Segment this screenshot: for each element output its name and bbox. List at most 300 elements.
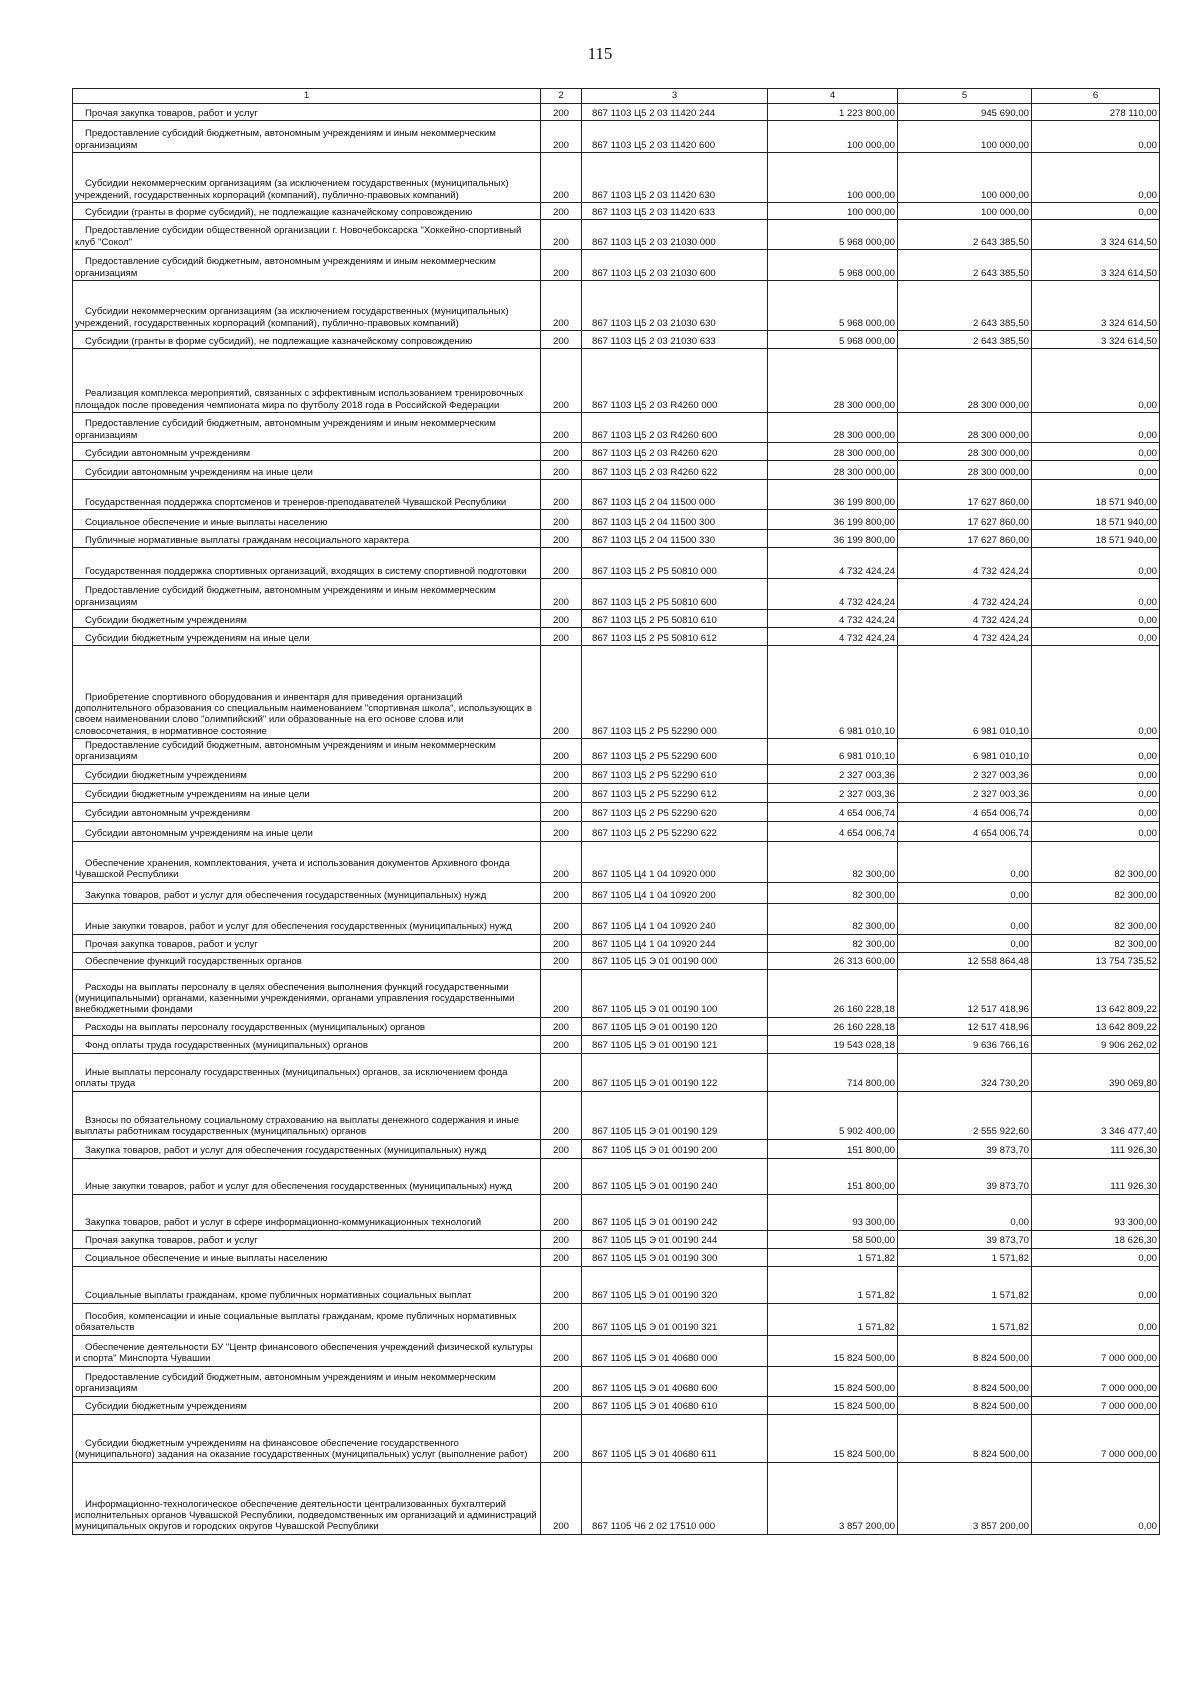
row-column-6: 111 926,30 xyxy=(1032,1158,1160,1194)
row-column-5: 0,00 xyxy=(898,903,1032,934)
row-column-4: 5 968 000,00 xyxy=(768,281,898,331)
row-column-2: 200 xyxy=(541,969,582,1017)
row-column-6: 3 324 614,50 xyxy=(1032,250,1160,281)
row-budget-code: 867 1105 Ц4 1 04 10920 200 xyxy=(582,882,768,903)
row-column-5: 2 643 385,50 xyxy=(898,281,1032,331)
row-column-4: 15 824 500,00 xyxy=(768,1366,898,1396)
row-column-4: 26 160 228,18 xyxy=(768,969,898,1017)
table-row xyxy=(73,739,1160,765)
row-column-5: 17 627 860,00 xyxy=(898,530,1032,548)
row-description-cell xyxy=(73,104,541,121)
row-description: Субсидии автономным учреждениям на иные цели xyxy=(85,466,313,478)
table-row xyxy=(73,1266,1160,1303)
table-row xyxy=(73,969,1160,1017)
row-description-cell xyxy=(73,510,541,530)
table-row xyxy=(73,121,1160,153)
row-column-4: 4 732 424,24 xyxy=(768,610,898,628)
row-column-2: 200 xyxy=(541,480,582,510)
row-column-4: 1 223 800,00 xyxy=(768,104,898,121)
row-budget-code: 867 1105 Ц5 Э 01 00190 129 xyxy=(582,1091,768,1139)
table-row xyxy=(73,1091,1160,1139)
row-column-2: 200 xyxy=(541,1366,582,1396)
row-description: Иные закупки товаров, работ и услуг для обеспечения государственных (муниципальных) нужд xyxy=(85,1181,512,1193)
row-description-cell xyxy=(73,952,541,969)
row-column-6: 18 626,30 xyxy=(1032,1230,1160,1248)
row-description-cell xyxy=(73,1335,541,1366)
row-budget-code: 867 1105 Ц5 Э 01 00190 244 xyxy=(582,1230,768,1248)
row-column-2: 200 xyxy=(541,443,582,461)
row-budget-code: 867 1103 Ц5 2 Р5 52290 620 xyxy=(582,802,768,821)
row-budget-code: 867 1105 Ц5 Э 01 00190 321 xyxy=(582,1303,768,1335)
table-row xyxy=(73,530,1160,548)
row-budget-code: 867 1103 Ц5 2 03 11420 600 xyxy=(582,121,768,153)
row-column-2: 200 xyxy=(541,1091,582,1139)
row-column-2: 200 xyxy=(541,952,582,969)
row-description: Субсидии бюджетным учреждениям xyxy=(85,1401,247,1413)
row-description-cell xyxy=(73,153,541,203)
row-column-6: 82 300,00 xyxy=(1032,934,1160,952)
row-column-2: 200 xyxy=(541,1017,582,1035)
column-header-1: 1 xyxy=(73,89,541,104)
table-row xyxy=(73,646,1160,739)
row-description-cell xyxy=(73,220,541,250)
row-description: Закупка товаров, работ и услуг в сфере информационно-коммуникационных технологий xyxy=(85,1217,482,1229)
row-column-5: 2 555 922,60 xyxy=(898,1091,1032,1139)
row-description: Обеспечение деятельности БУ "Центр финансового обеспечения учреждений физической культуры и спорта" Минспорта Чувашии xyxy=(75,1342,533,1365)
row-description-cell xyxy=(73,1396,541,1414)
row-column-5: 2 327 003,36 xyxy=(898,764,1032,783)
row-column-5: 28 300 000,00 xyxy=(898,349,1032,413)
table-row xyxy=(73,203,1160,220)
row-column-6: 0,00 xyxy=(1032,783,1160,802)
row-column-5: 17 627 860,00 xyxy=(898,510,1032,530)
row-description-cell xyxy=(73,610,541,628)
row-column-4: 82 300,00 xyxy=(768,934,898,952)
row-column-6: 7 000 000,00 xyxy=(1032,1335,1160,1366)
table-row xyxy=(73,802,1160,821)
row-description-cell xyxy=(73,1139,541,1158)
table-row xyxy=(73,443,1160,461)
row-column-2: 200 xyxy=(541,331,582,349)
table-row xyxy=(73,1335,1160,1366)
row-column-2: 200 xyxy=(541,628,582,646)
table-row xyxy=(73,1248,1160,1266)
row-description-cell xyxy=(73,1230,541,1248)
row-column-2: 200 xyxy=(541,882,582,903)
row-column-2: 200 xyxy=(541,1396,582,1414)
row-column-6: 0,00 xyxy=(1032,349,1160,413)
row-description-cell xyxy=(73,739,541,765)
row-column-6: 0,00 xyxy=(1032,821,1160,841)
row-description: Обеспечение хранения, комплектования, учета и использования документов Архивного фонда Чувашской Республики xyxy=(75,858,510,881)
row-column-2: 200 xyxy=(541,281,582,331)
row-column-6: 0,00 xyxy=(1032,413,1160,443)
row-column-2: 200 xyxy=(541,1035,582,1053)
row-column-5: 2 327 003,36 xyxy=(898,783,1032,802)
table-row xyxy=(73,1414,1160,1462)
row-budget-code: 867 1103 Ц5 2 03 21030 633 xyxy=(582,331,768,349)
row-column-2: 200 xyxy=(541,646,582,739)
row-column-5: 8 824 500,00 xyxy=(898,1414,1032,1462)
row-column-5: 17 627 860,00 xyxy=(898,480,1032,510)
row-column-2: 200 xyxy=(541,1230,582,1248)
table-row xyxy=(73,250,1160,281)
row-column-2: 200 xyxy=(541,821,582,841)
row-description: Расходы на выплаты персоналу в целях обеспечения выполнения функций государственными (муниципальными) органами, казенными учреждениями, органами управления государственными внебюджетными фондами xyxy=(75,981,515,1016)
row-column-4: 15 824 500,00 xyxy=(768,1335,898,1366)
column-header-3: 3 xyxy=(582,89,768,104)
row-column-2: 200 xyxy=(541,1303,582,1335)
row-description: Предоставление субсидий бюджетным, автономным учреждениям и иным некоммерческим организациям xyxy=(75,585,496,608)
row-column-4: 19 543 028,18 xyxy=(768,1035,898,1053)
row-description: Закупка товаров, работ и услуг для обеспечения государственных (муниципальных) нужд xyxy=(85,890,487,902)
row-column-4: 4 732 424,24 xyxy=(768,628,898,646)
row-budget-code: 867 1103 Ц5 2 04 11500 000 xyxy=(582,480,768,510)
row-budget-code: 867 1103 Ц5 2 03 R4260 600 xyxy=(582,413,768,443)
table-row xyxy=(73,610,1160,628)
row-column-5: 0,00 xyxy=(898,882,1032,903)
row-description-cell xyxy=(73,1194,541,1230)
row-description-cell xyxy=(73,802,541,821)
row-column-6: 3 324 614,50 xyxy=(1032,331,1160,349)
row-column-4: 4 732 424,24 xyxy=(768,579,898,610)
row-column-5: 4 654 006,74 xyxy=(898,802,1032,821)
row-column-5: 28 300 000,00 xyxy=(898,413,1032,443)
table-row xyxy=(73,1303,1160,1335)
row-description-cell xyxy=(73,783,541,802)
row-column-2: 200 xyxy=(541,153,582,203)
table-row xyxy=(73,1230,1160,1248)
row-description: Субсидии бюджетным учреждениям xyxy=(85,614,247,626)
row-column-5: 4 654 006,74 xyxy=(898,821,1032,841)
row-column-6: 0,00 xyxy=(1032,153,1160,203)
row-budget-code: 867 1105 Ц4 1 04 10920 000 xyxy=(582,841,768,882)
row-column-4: 1 571,82 xyxy=(768,1303,898,1335)
row-column-2: 200 xyxy=(541,121,582,153)
row-column-6: 9 906 262,02 xyxy=(1032,1035,1160,1053)
row-description-cell xyxy=(73,841,541,882)
row-budget-code: 867 1103 Ц5 2 Р5 50810 612 xyxy=(582,628,768,646)
row-description: Прочая закупка товаров, работ и услуг xyxy=(85,107,258,119)
row-description: Реализация комплекса мероприятий, связанных с эффективным использованием тренировочных площадок после проведения чемпионата мира по футболу 2018 года в Российской Федерации xyxy=(75,388,524,411)
row-column-5: 12 517 418,96 xyxy=(898,1017,1032,1035)
row-budget-code: 867 1103 Ц5 2 03 R4260 000 xyxy=(582,349,768,413)
row-description: Иные выплаты персоналу государственных (муниципальных) органов, за исключением фонда оплаты труда xyxy=(75,1067,508,1090)
table-row xyxy=(73,579,1160,610)
row-column-4: 5 968 000,00 xyxy=(768,250,898,281)
row-description: Предоставление субсидий бюджетным, автономным учреждениям и иным некоммерческим организациям xyxy=(75,1372,496,1395)
row-column-5: 1 571,82 xyxy=(898,1303,1032,1335)
row-column-2: 200 xyxy=(541,903,582,934)
row-budget-code: 867 1105 Ц5 Э 01 00190 122 xyxy=(582,1053,768,1091)
row-column-5: 4 732 424,24 xyxy=(898,579,1032,610)
column-number-row xyxy=(73,89,1160,104)
row-budget-code: 867 1103 Ц5 2 04 11500 300 xyxy=(582,510,768,530)
row-description-cell xyxy=(73,1414,541,1462)
row-budget-code: 867 1103 Ц5 2 Р5 50810 610 xyxy=(582,610,768,628)
row-column-6: 18 571 940,00 xyxy=(1032,530,1160,548)
row-column-5: 9 636 766,16 xyxy=(898,1035,1032,1053)
row-column-6: 3 324 614,50 xyxy=(1032,220,1160,250)
row-description: Субсидии некоммерческим организациям (за исключением государственных (муниципальных) учреждений, государственных корпораций (компаний), публично-правовых компаний) xyxy=(75,178,509,201)
row-column-5: 3 857 200,00 xyxy=(898,1462,1032,1534)
row-column-5: 39 873,70 xyxy=(898,1158,1032,1194)
row-description-cell xyxy=(73,121,541,153)
row-column-6: 0,00 xyxy=(1032,1462,1160,1534)
row-column-6: 0,00 xyxy=(1032,1303,1160,1335)
row-column-5: 2 643 385,50 xyxy=(898,250,1032,281)
table-row xyxy=(73,783,1160,802)
column-header-2: 2 xyxy=(541,89,582,104)
row-column-4: 2 327 003,36 xyxy=(768,783,898,802)
row-description-cell xyxy=(73,1462,541,1534)
row-column-2: 200 xyxy=(541,104,582,121)
row-description-cell xyxy=(73,548,541,579)
row-column-6: 0,00 xyxy=(1032,802,1160,821)
row-column-6: 18 571 940,00 xyxy=(1032,480,1160,510)
row-column-6: 0,00 xyxy=(1032,443,1160,461)
row-column-6: 13 642 809,22 xyxy=(1032,1017,1160,1035)
row-budget-code: 867 1103 Ц5 2 Р5 52290 610 xyxy=(582,764,768,783)
row-column-6: 0,00 xyxy=(1032,628,1160,646)
row-column-5: 8 824 500,00 xyxy=(898,1396,1032,1414)
row-column-4: 82 300,00 xyxy=(768,903,898,934)
row-description: Иные закупки товаров, работ и услуг для обеспечения государственных (муниципальных) нужд xyxy=(85,921,512,933)
row-description-cell xyxy=(73,1266,541,1303)
row-description-cell xyxy=(73,903,541,934)
row-description-cell xyxy=(73,281,541,331)
table-row xyxy=(73,764,1160,783)
row-description: Субсидии автономным учреждениям xyxy=(85,808,251,820)
row-description-cell xyxy=(73,1366,541,1396)
row-description-cell xyxy=(73,203,541,220)
row-budget-code: 867 1105 Ц5 Э 01 00190 120 xyxy=(582,1017,768,1035)
row-description: Субсидии автономным учреждениям на иные цели xyxy=(85,828,313,840)
row-column-5: 6 981 010,10 xyxy=(898,739,1032,765)
row-column-6: 0,00 xyxy=(1032,1248,1160,1266)
row-column-6: 0,00 xyxy=(1032,610,1160,628)
row-description: Социальное обеспечение и иные выплаты населению xyxy=(85,1253,328,1265)
row-budget-code: 867 1105 Ц5 Э 01 40680 000 xyxy=(582,1335,768,1366)
row-description-cell xyxy=(73,1303,541,1335)
row-description-cell xyxy=(73,579,541,610)
row-column-5: 945 690,00 xyxy=(898,104,1032,121)
row-description: Государственная поддержка спортсменов и тренеров-преподавателей Чувашской Республики xyxy=(85,496,507,508)
table-row xyxy=(73,1035,1160,1053)
row-description-cell xyxy=(73,1017,541,1035)
row-budget-code: 867 1103 Ц5 2 03 21030 000 xyxy=(582,220,768,250)
row-column-4: 5 968 000,00 xyxy=(768,220,898,250)
row-budget-code: 867 1103 Ц5 2 Р5 50810 000 xyxy=(582,548,768,579)
row-column-6: 0,00 xyxy=(1032,461,1160,480)
row-description: Предоставление субсидий бюджетным, автономным учреждениям и иным некоммерческим организациям xyxy=(75,418,496,441)
row-description: Прочая закупка товаров, работ и услуг xyxy=(85,939,258,951)
column-header-6: 6 xyxy=(1032,89,1160,104)
row-column-4: 26 313 600,00 xyxy=(768,952,898,969)
row-description: Государственная поддержка спортивных организаций, входящих в систему спортивной подготовки xyxy=(85,565,527,577)
table-row xyxy=(73,1366,1160,1396)
row-column-6: 278 110,00 xyxy=(1032,104,1160,121)
row-description: Закупка товаров, работ и услуг для обеспечения государственных (муниципальных) нужд xyxy=(85,1145,487,1157)
table-row xyxy=(73,628,1160,646)
row-description-cell xyxy=(73,331,541,349)
row-budget-code: 867 1103 Ц5 2 03 11420 244 xyxy=(582,104,768,121)
table-row xyxy=(73,480,1160,510)
row-column-6: 0,00 xyxy=(1032,579,1160,610)
row-description: Фонд оплаты труда государственных (муниципальных) органов xyxy=(85,1040,368,1052)
column-header-4: 4 xyxy=(768,89,898,104)
table-row xyxy=(73,1396,1160,1414)
row-column-4: 2 327 003,36 xyxy=(768,764,898,783)
row-description: Взносы по обязательному социальному страхованию на выплаты денежного содержания и иные выплаты работникам государственных (муниципальных) органов xyxy=(75,1115,520,1138)
row-column-2: 200 xyxy=(541,203,582,220)
row-column-2: 200 xyxy=(541,1194,582,1230)
row-description: Приобретение спортивного оборудования и инвентаря для приведения организаций дополнительного образования со специальным наименованием "спортивная школа", использующих в своем наименовании слово "олимпийский" или образованные на его основе слова или словосочетания, в нормативное состояние xyxy=(75,691,532,737)
row-budget-code: 867 1103 Ц5 2 03 21030 630 xyxy=(582,281,768,331)
row-description-cell xyxy=(73,530,541,548)
row-description-cell xyxy=(73,969,541,1017)
row-column-2: 200 xyxy=(541,1248,582,1266)
row-budget-code: 867 1103 Ц5 2 Р5 52290 612 xyxy=(582,783,768,802)
row-column-6: 13 642 809,22 xyxy=(1032,969,1160,1017)
table-row xyxy=(73,1462,1160,1534)
row-column-2: 200 xyxy=(541,1139,582,1158)
row-description: Субсидии бюджетным учреждениям на иные цели xyxy=(85,632,310,644)
row-column-5: 1 571,82 xyxy=(898,1248,1032,1266)
row-column-5: 8 824 500,00 xyxy=(898,1335,1032,1366)
row-column-2: 200 xyxy=(541,220,582,250)
row-description: Предоставление субсидий бюджетным, автономным учреждениям и иным некоммерческим организациям xyxy=(75,128,496,151)
row-column-4: 36 199 800,00 xyxy=(768,510,898,530)
row-column-6: 7 000 000,00 xyxy=(1032,1414,1160,1462)
row-budget-code: 867 1105 Ч6 2 02 17510 000 xyxy=(582,1462,768,1534)
row-description-cell xyxy=(73,413,541,443)
row-description: Предоставление субсидии общественной организации г. Новочебоксарска "Хоккейно-спортивный клуб "Сокол" xyxy=(75,225,522,248)
row-column-2: 200 xyxy=(541,1414,582,1462)
row-column-2: 200 xyxy=(541,934,582,952)
table-row xyxy=(73,903,1160,934)
row-column-4: 82 300,00 xyxy=(768,882,898,903)
row-column-2: 200 xyxy=(541,802,582,821)
row-description: Предоставление субсидий бюджетным, автономным учреждениям и иным некоммерческим организациям xyxy=(75,256,496,279)
row-column-5: 100 000,00 xyxy=(898,121,1032,153)
row-budget-code: 867 1103 Ц5 2 Р5 52290 000 xyxy=(582,646,768,739)
row-column-6: 82 300,00 xyxy=(1032,841,1160,882)
row-column-5: 4 732 424,24 xyxy=(898,548,1032,579)
row-column-6: 82 300,00 xyxy=(1032,882,1160,903)
row-budget-code: 867 1105 Ц5 Э 01 40680 600 xyxy=(582,1366,768,1396)
row-description: Субсидии (гранты в форме субсидий), не подлежащие казначейскому сопровождению xyxy=(85,206,473,218)
row-column-2: 200 xyxy=(541,530,582,548)
page-number: 115 xyxy=(587,44,613,63)
row-column-2: 200 xyxy=(541,510,582,530)
row-column-4: 28 300 000,00 xyxy=(768,413,898,443)
row-column-5: 39 873,70 xyxy=(898,1230,1032,1248)
table-row xyxy=(73,841,1160,882)
row-column-2: 200 xyxy=(541,250,582,281)
row-budget-code: 867 1103 Ц5 2 03 R4260 620 xyxy=(582,443,768,461)
row-budget-code: 867 1103 Ц5 2 03 11420 630 xyxy=(582,153,768,203)
row-column-6: 111 926,30 xyxy=(1032,1139,1160,1158)
row-column-5: 324 730,20 xyxy=(898,1053,1032,1091)
row-column-4: 1 571,82 xyxy=(768,1248,898,1266)
row-column-5: 2 643 385,50 xyxy=(898,331,1032,349)
row-column-2: 200 xyxy=(541,783,582,802)
row-column-4: 151 800,00 xyxy=(768,1139,898,1158)
row-description-cell xyxy=(73,461,541,480)
budget-table xyxy=(72,88,1160,1535)
row-column-6: 7 000 000,00 xyxy=(1032,1396,1160,1414)
row-column-6: 0,00 xyxy=(1032,548,1160,579)
row-column-6: 18 571 940,00 xyxy=(1032,510,1160,530)
row-description-cell xyxy=(73,349,541,413)
row-budget-code: 867 1105 Ц5 Э 01 00190 242 xyxy=(582,1194,768,1230)
table-row xyxy=(73,1017,1160,1035)
row-description-cell xyxy=(73,821,541,841)
row-description-cell xyxy=(73,882,541,903)
row-column-6: 3 324 614,50 xyxy=(1032,281,1160,331)
row-column-5: 6 981 010,10 xyxy=(898,646,1032,739)
row-column-2: 200 xyxy=(541,1266,582,1303)
table-row xyxy=(73,1194,1160,1230)
row-column-2: 200 xyxy=(541,1053,582,1091)
row-description-cell xyxy=(73,480,541,510)
row-column-4: 100 000,00 xyxy=(768,153,898,203)
row-description-cell xyxy=(73,646,541,739)
row-column-5: 0,00 xyxy=(898,1194,1032,1230)
row-column-2: 200 xyxy=(541,610,582,628)
row-budget-code: 867 1105 Ц5 Э 01 00190 320 xyxy=(582,1266,768,1303)
row-column-6: 93 300,00 xyxy=(1032,1194,1160,1230)
row-column-2: 200 xyxy=(541,841,582,882)
row-budget-code: 867 1105 Ц5 Э 01 00190 000 xyxy=(582,952,768,969)
row-column-2: 200 xyxy=(541,461,582,480)
row-budget-code: 867 1105 Ц5 Э 01 40680 610 xyxy=(582,1396,768,1414)
row-budget-code: 867 1103 Ц5 2 Р5 52290 622 xyxy=(582,821,768,841)
row-description: Расходы на выплаты персоналу государственных (муниципальных) органов xyxy=(85,1022,425,1034)
row-column-4: 36 199 800,00 xyxy=(768,530,898,548)
row-column-4: 4 732 424,24 xyxy=(768,548,898,579)
row-description: Субсидии (гранты в форме субсидий), не подлежащие казначейскому сопровождению xyxy=(85,335,473,347)
row-column-5: 0,00 xyxy=(898,934,1032,952)
row-description: Социальное обеспечение и иные выплаты населению xyxy=(85,516,328,528)
row-column-4: 58 500,00 xyxy=(768,1230,898,1248)
row-column-4: 93 300,00 xyxy=(768,1194,898,1230)
row-column-2: 200 xyxy=(541,1462,582,1534)
row-budget-code: 867 1105 Ц5 Э 01 00190 200 xyxy=(582,1139,768,1158)
table-row xyxy=(73,548,1160,579)
table-row xyxy=(73,1053,1160,1091)
row-column-4: 26 160 228,18 xyxy=(768,1017,898,1035)
row-column-6: 0,00 xyxy=(1032,739,1160,765)
table-row xyxy=(73,281,1160,331)
row-column-6: 0,00 xyxy=(1032,1266,1160,1303)
row-column-4: 1 571,82 xyxy=(768,1266,898,1303)
row-description-cell xyxy=(73,1053,541,1091)
row-column-2: 200 xyxy=(541,548,582,579)
row-column-4: 5 902 400,00 xyxy=(768,1091,898,1139)
row-column-6: 82 300,00 xyxy=(1032,903,1160,934)
row-budget-code: 867 1105 Ц5 Э 01 00190 121 xyxy=(582,1035,768,1053)
row-budget-code: 867 1105 Ц5 Э 01 00190 300 xyxy=(582,1248,768,1266)
row-description: Субсидии некоммерческим организациям (за исключением государственных (муниципальных) учреждений, государственных корпораций (компаний), публично-правовых компаний) xyxy=(75,306,509,329)
table-row xyxy=(73,934,1160,952)
row-description-cell xyxy=(73,628,541,646)
row-column-4: 28 300 000,00 xyxy=(768,443,898,461)
row-budget-code: 867 1103 Ц5 2 04 11500 330 xyxy=(582,530,768,548)
table-row xyxy=(73,882,1160,903)
row-column-5: 2 643 385,50 xyxy=(898,220,1032,250)
